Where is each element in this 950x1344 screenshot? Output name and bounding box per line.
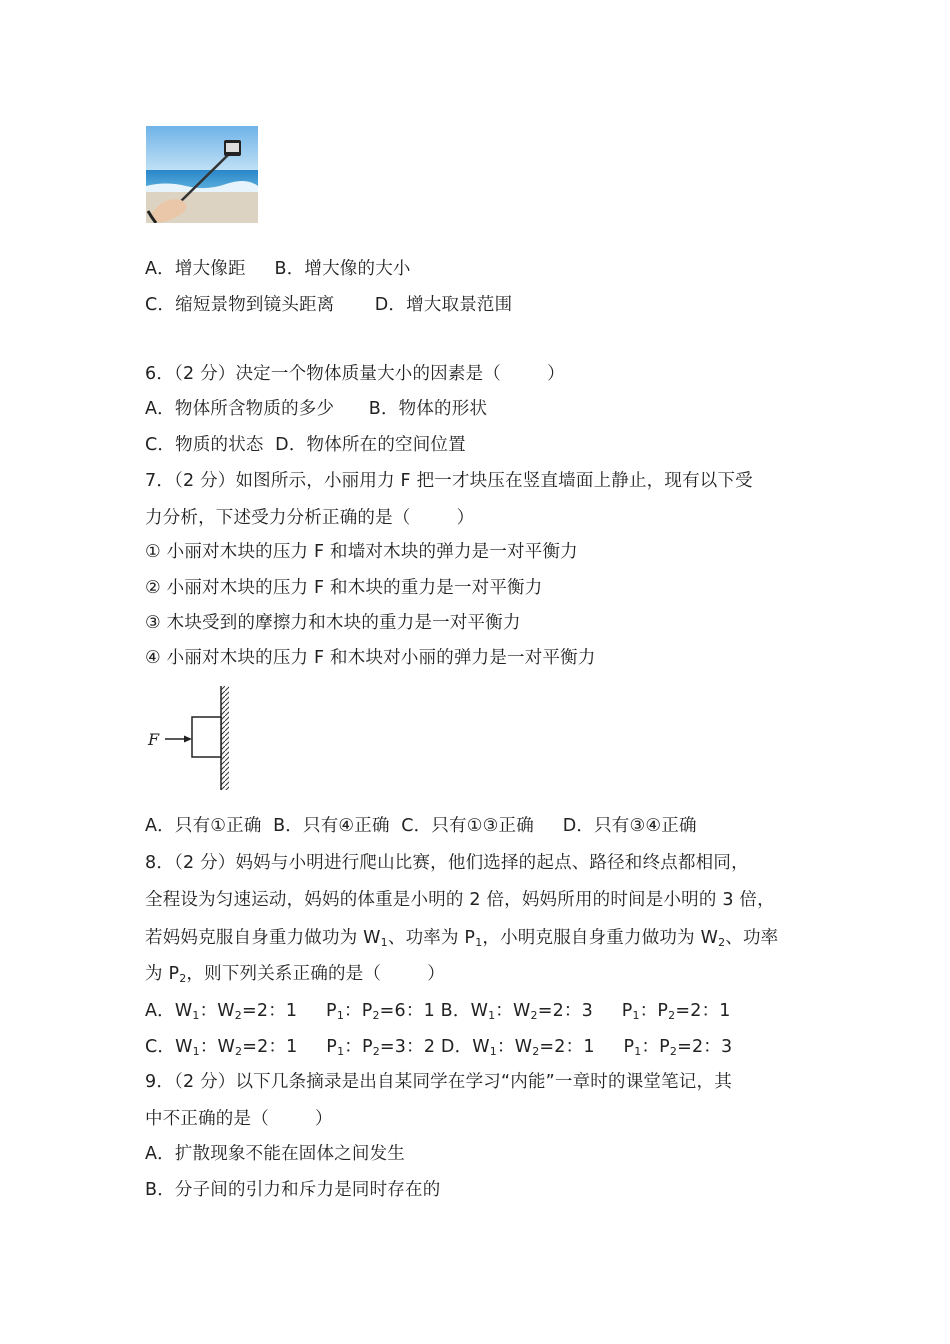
q9-stem-line1: 9．（2 分）以下几条摘录是出自某同学在学习“内能”一章时的课堂笔记，其 <box>145 1072 732 1092</box>
q8-stem-line3: 若妈妈克服自身重力做功为 $W_1$、功率为 $P_1$，小明克服自身重力做功为 $W_2$、功率 <box>145 928 779 949</box>
q8-stem-line2: 全程设为匀速运动，妈妈的体重是小明的 2 倍，妈妈所用的时间是小明的 3 倍， <box>145 890 775 910</box>
q5-options-row2: C．缩短景物到镜头距离 D．增大取景范围 <box>145 295 513 315</box>
q6-stem: 6．（2 分）决定一个物体质量大小的因素是（ ） <box>145 364 565 384</box>
q7-statement-1: ① 小丽对木块的压力 F 和墙对木块的弹力是一对平衡力 <box>145 542 578 562</box>
q6-options-row1: A．物体所含物质的多少 B．物体的形状 <box>145 399 488 419</box>
force-label: F <box>148 730 160 749</box>
q9-option-b: B．分子间的引力和斥力是同时存在的 <box>145 1180 441 1200</box>
q7-statement-2: ② 小丽对木块的压力 F 和木块的重力是一对平衡力 <box>145 578 543 598</box>
q7-stem-line1: 7．（2 分）如图所示，小丽用力 F 把一才块压在竖直墙面上静止，现有以下受 <box>145 471 753 491</box>
q8-options-cd: C．$W_1$：$W_2=2$：1 $P_1$：$P_2=3$：2 D．$W_1$：$W_2=2$：1 $P_1$：$P_2=2$：3 <box>145 1037 733 1058</box>
q7-options: A．只有①正确 B．只有④正确 C．只有①③正确 D．只有③④正确 <box>145 816 697 836</box>
block-wall-diagram <box>140 686 240 790</box>
q8-stem-line1: 8．（2 分）妈妈与小明进行爬山比赛，他们选择的起点、路径和终点都相同， <box>145 853 749 873</box>
q9-option-a: A．扩散现象不能在固体之间发生 <box>145 1144 405 1164</box>
q7-stem-line2: 力分析，下述受力分析正确的是（ ） <box>145 508 475 528</box>
q9-stem-line2: 中不正确的是（ ） <box>145 1109 333 1129</box>
q8-options-ab: A．$W_1$：$W_2=2$：1 $P_1$：$P_2=6$：1 B．$W_1$：$W_2=2$：3 $P_1$：$P_2=2$：1 <box>145 1001 731 1022</box>
q6-options-row2: C．物质的状态 D．物体所在的空间位置 <box>145 435 466 455</box>
q7-statement-4: ④ 小丽对木块的压力 F 和木块对小丽的弹力是一对平衡力 <box>145 648 596 668</box>
q7-statement-3: ③ 木块受到的摩擦力和木块的重力是一对平衡力 <box>145 613 521 633</box>
selfie-stick-photo <box>146 126 258 223</box>
q8-stem-line4: 为 $P_2$，则下列关系正确的是（ ） <box>145 964 445 985</box>
q5-options-row1: A．增大像距 B．增大像的大小 <box>145 259 411 279</box>
